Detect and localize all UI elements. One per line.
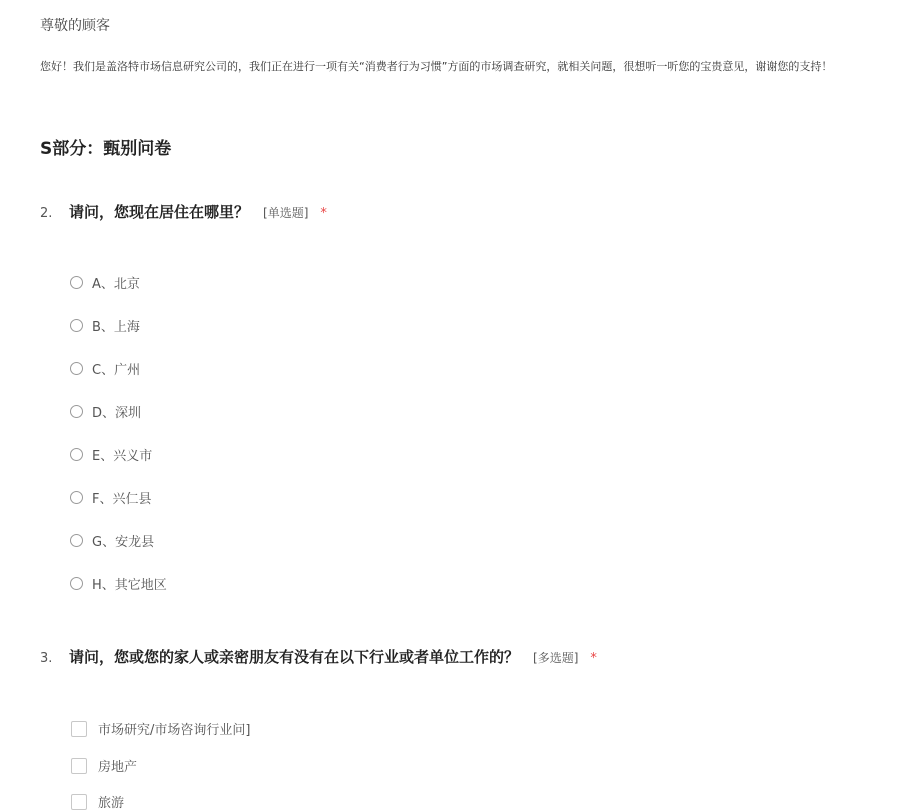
option-label: E、兴义市 [92, 449, 153, 464]
radio-button[interactable] [70, 534, 83, 547]
question-type-badge: [多选题] [533, 651, 579, 665]
question-type-badge: [单选题] [263, 206, 309, 220]
option-label: C、广州 [92, 363, 141, 378]
question-3-header [40, 646, 597, 667]
required-marker: * [590, 651, 597, 666]
intro-text: 您好！我们是盖洛特市场信息研究公司的，我们正在进行一项有关“消费者行为习惯”方面的市场调查研究，就相关问题，很想听一听您的宝贵意见，谢谢您的支持！ [40, 60, 833, 73]
radio-button[interactable] [70, 577, 83, 590]
option-label: 房地产 [98, 760, 138, 775]
radio-option-xingren[interactable] [70, 488, 151, 507]
radio-option-shenzhen[interactable] [70, 402, 141, 421]
radio-button[interactable] [70, 448, 83, 461]
radio-option-shanghai[interactable] [70, 316, 140, 335]
option-label: A、北京 [92, 277, 140, 292]
radio-option-other[interactable] [70, 574, 167, 593]
option-label: G、安龙县 [92, 535, 155, 550]
radio-button[interactable] [70, 319, 83, 332]
question-number: 2. [40, 206, 53, 221]
option-label: 旅游 [98, 796, 125, 811]
radio-option-guangzhou[interactable] [70, 359, 140, 378]
radio-option-beijing[interactable] [70, 273, 140, 292]
checkbox[interactable] [71, 794, 87, 810]
checkbox-option-tourism[interactable] [71, 792, 124, 811]
option-label: H、其它地区 [92, 578, 167, 593]
radio-option-anlong[interactable] [70, 531, 154, 550]
radio-button[interactable] [70, 362, 83, 375]
question-text: 请问，您或您的家人或亲密朋友有没有在以下行业或者单位工作的？ [69, 648, 520, 666]
required-marker: * [320, 206, 327, 221]
question-text: 请问，您现在居住在哪里？ [69, 203, 250, 221]
radio-option-xingyi[interactable] [70, 445, 152, 464]
option-label: B、上海 [92, 320, 140, 335]
checkbox[interactable] [71, 721, 87, 737]
option-label: F、兴仁县 [92, 492, 152, 507]
greeting-text: 尊敬的顾客 [40, 18, 110, 34]
radio-button[interactable] [70, 405, 83, 418]
question-number: 3. [40, 651, 53, 666]
section-title: S部分：甄别问卷 [40, 139, 172, 159]
radio-button[interactable] [70, 276, 83, 289]
option-label: D、深圳 [92, 406, 142, 421]
question-2-header [40, 201, 327, 222]
radio-button[interactable] [70, 491, 83, 504]
checkbox[interactable] [71, 758, 87, 774]
checkbox-option-market-research[interactable] [71, 719, 250, 738]
checkbox-option-real-estate[interactable] [71, 756, 137, 775]
option-label: 市场研究/市场咨询行业问] [98, 723, 251, 738]
